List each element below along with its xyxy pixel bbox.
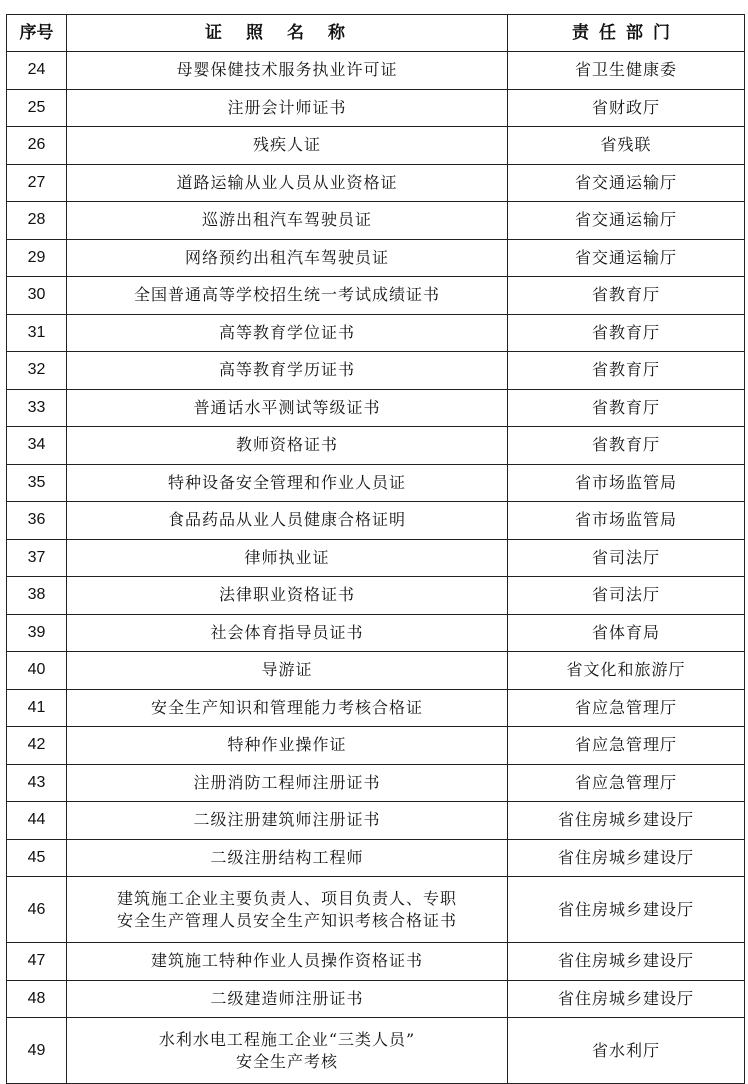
certificate-name: [67, 1018, 508, 1084]
certificate-name: [67, 314, 508, 352]
certificate-name-line: 建筑施工企业主要负责人、项目负责人、专职: [116, 888, 457, 908]
certificate-name: [67, 389, 508, 427]
row-number: 42: [7, 727, 67, 765]
responsible-department: 省水利厅: [508, 1018, 745, 1084]
table-row: [7, 877, 745, 943]
certificate-name: [67, 614, 508, 652]
row-number: 27: [7, 164, 67, 202]
responsible-department: 省交通运输厅: [508, 202, 745, 240]
table-row: [7, 314, 745, 352]
responsible-department: 省住房城乡建设厅: [508, 877, 745, 943]
row-number: 48: [7, 980, 67, 1018]
row-number: 39: [7, 614, 67, 652]
certificate-name-line: 高等教育学历证书: [218, 360, 355, 380]
responsible-department: 省残联: [508, 127, 745, 165]
certificate-name-line: 建筑施工特种作业人员操作资格证书: [150, 951, 423, 971]
certificate-name: [67, 277, 508, 315]
responsible-department: 省教育厅: [508, 277, 745, 315]
certificate-table: [6, 14, 745, 1084]
certificate-name: [67, 727, 508, 765]
responsible-department: 省市场监管局: [508, 502, 745, 540]
certificate-name: [67, 464, 508, 502]
row-number: 49: [7, 1018, 67, 1084]
table-row: [7, 652, 745, 690]
certificate-name: [67, 539, 508, 577]
certificate-name: [67, 877, 508, 943]
certificate-name: [67, 52, 508, 90]
header-number: 序号: [7, 15, 67, 52]
certificate-name-line: 二级注册建筑师注册证书: [193, 810, 381, 830]
certificate-name: [67, 577, 508, 615]
row-number: 47: [7, 943, 67, 981]
table-row: [7, 202, 745, 240]
responsible-department: 省应急管理厅: [508, 689, 745, 727]
certificate-name-line: 母婴保健技术服务执业许可证: [176, 60, 398, 80]
certificate-name-line: 巡游出租汽车驾驶员证: [201, 210, 372, 230]
certificate-name-line: 水利水电工程施工企业“三类人员”: [158, 1029, 416, 1049]
row-number: 37: [7, 539, 67, 577]
table-row: [7, 689, 745, 727]
table-row: [7, 352, 745, 390]
certificate-name-line: 普通话水平测试等级证书: [193, 397, 381, 417]
header-department: 责任部门: [508, 15, 745, 52]
table-row: [7, 127, 745, 165]
responsible-department: 省教育厅: [508, 314, 745, 352]
responsible-department: 省体育局: [508, 614, 745, 652]
table-row: [7, 577, 745, 615]
table-body: [7, 52, 745, 1084]
certificate-name: [67, 802, 508, 840]
certificate-name: [67, 202, 508, 240]
responsible-department: 省住房城乡建设厅: [508, 943, 745, 981]
responsible-department: 省住房城乡建设厅: [508, 839, 745, 877]
responsible-department: 省司法厅: [508, 577, 745, 615]
certificate-name-line: 残疾人证: [252, 135, 321, 155]
responsible-department: 省文化和旅游厅: [508, 652, 745, 690]
certificate-name: [67, 652, 508, 690]
certificate-name-line: 安全生产知识和管理能力考核合格证: [150, 697, 423, 717]
row-number: 26: [7, 127, 67, 165]
responsible-department: 省教育厅: [508, 389, 745, 427]
table-row: [7, 802, 745, 840]
table-row: [7, 464, 745, 502]
row-number: 29: [7, 239, 67, 277]
table-row: [7, 239, 745, 277]
certificate-name: [67, 839, 508, 877]
certificate-name: [67, 127, 508, 165]
certificate-name: [67, 502, 508, 540]
certificate-name-line: 特种作业操作证: [227, 735, 347, 755]
responsible-department: 省交通运输厅: [508, 239, 745, 277]
responsible-department: 省住房城乡建设厅: [508, 980, 745, 1018]
row-number: 24: [7, 52, 67, 90]
certificate-name: [67, 764, 508, 802]
certificate-name-line: 特种设备安全管理和作业人员证: [167, 472, 406, 492]
certificate-name-line: 高等教育学位证书: [218, 322, 355, 342]
certificate-name-line: 律师执业证: [244, 547, 330, 567]
responsible-department: 省应急管理厅: [508, 764, 745, 802]
row-number: 35: [7, 464, 67, 502]
table-row: [7, 764, 745, 802]
certificate-name-line: 法律职业资格证书: [218, 585, 355, 605]
responsible-department: 省市场监管局: [508, 464, 745, 502]
responsible-department: 省司法厅: [508, 539, 745, 577]
table-row: [7, 89, 745, 127]
certificate-name: [67, 689, 508, 727]
certificate-name-line: 安全生产考核: [235, 1051, 338, 1071]
certificate-name-line: 导游证: [261, 660, 313, 680]
responsible-department: 省财政厅: [508, 89, 745, 127]
responsible-department: 省应急管理厅: [508, 727, 745, 765]
row-number: 41: [7, 689, 67, 727]
table-row: [7, 164, 745, 202]
row-number: 45: [7, 839, 67, 877]
certificate-name-line: 注册会计师证书: [227, 97, 347, 117]
table-row: [7, 980, 745, 1018]
header-certificate-name: 证照名称: [67, 15, 508, 52]
table-row: [7, 389, 745, 427]
row-number: 34: [7, 427, 67, 465]
certificate-name-line: 二级建造师注册证书: [210, 988, 364, 1008]
responsible-department: 省住房城乡建设厅: [508, 802, 745, 840]
row-number: 46: [7, 877, 67, 943]
table-row: [7, 943, 745, 981]
table-row: [7, 427, 745, 465]
row-number: 44: [7, 802, 67, 840]
certificate-name: [67, 943, 508, 981]
row-number: 38: [7, 577, 67, 615]
table-row: [7, 502, 745, 540]
table-row: [7, 277, 745, 315]
row-number: 36: [7, 502, 67, 540]
responsible-department: 省交通运输厅: [508, 164, 745, 202]
row-number: 43: [7, 764, 67, 802]
certificate-name-line: 二级注册结构工程师: [210, 847, 364, 867]
certificate-name-line: 教师资格证书: [235, 435, 338, 455]
row-number: 40: [7, 652, 67, 690]
table-row: [7, 839, 745, 877]
table-row: [7, 52, 745, 90]
responsible-department: 省卫生健康委: [508, 52, 745, 90]
row-number: 31: [7, 314, 67, 352]
certificate-name-line: 社会体育指导员证书: [210, 622, 364, 642]
table-header-row: [7, 15, 745, 52]
certificate-name-line: 注册消防工程师注册证书: [193, 772, 381, 792]
certificate-name: [67, 352, 508, 390]
certificate-name-line: 全国普通高等学校招生统一考试成绩证书: [133, 285, 440, 305]
table-row: [7, 727, 745, 765]
certificate-name-line: 网络预约出租汽车驾驶员证: [184, 247, 389, 267]
certificate-name-line: 道路运输从业人员从业资格证: [176, 172, 398, 192]
certificate-name: [67, 980, 508, 1018]
row-number: 30: [7, 277, 67, 315]
certificate-name: [67, 427, 508, 465]
certificate-name-line: 安全生产管理人员安全生产知识考核合格证书: [116, 910, 457, 930]
certificate-name: [67, 89, 508, 127]
table-row: [7, 614, 745, 652]
row-number: 28: [7, 202, 67, 240]
certificate-name: [67, 164, 508, 202]
certificate-name: [67, 239, 508, 277]
responsible-department: 省教育厅: [508, 352, 745, 390]
table-row: [7, 539, 745, 577]
certificate-name-line: 食品药品从业人员健康合格证明: [167, 510, 406, 530]
table-row: [7, 1018, 745, 1084]
row-number: 33: [7, 389, 67, 427]
responsible-department: 省教育厅: [508, 427, 745, 465]
row-number: 32: [7, 352, 67, 390]
row-number: 25: [7, 89, 67, 127]
